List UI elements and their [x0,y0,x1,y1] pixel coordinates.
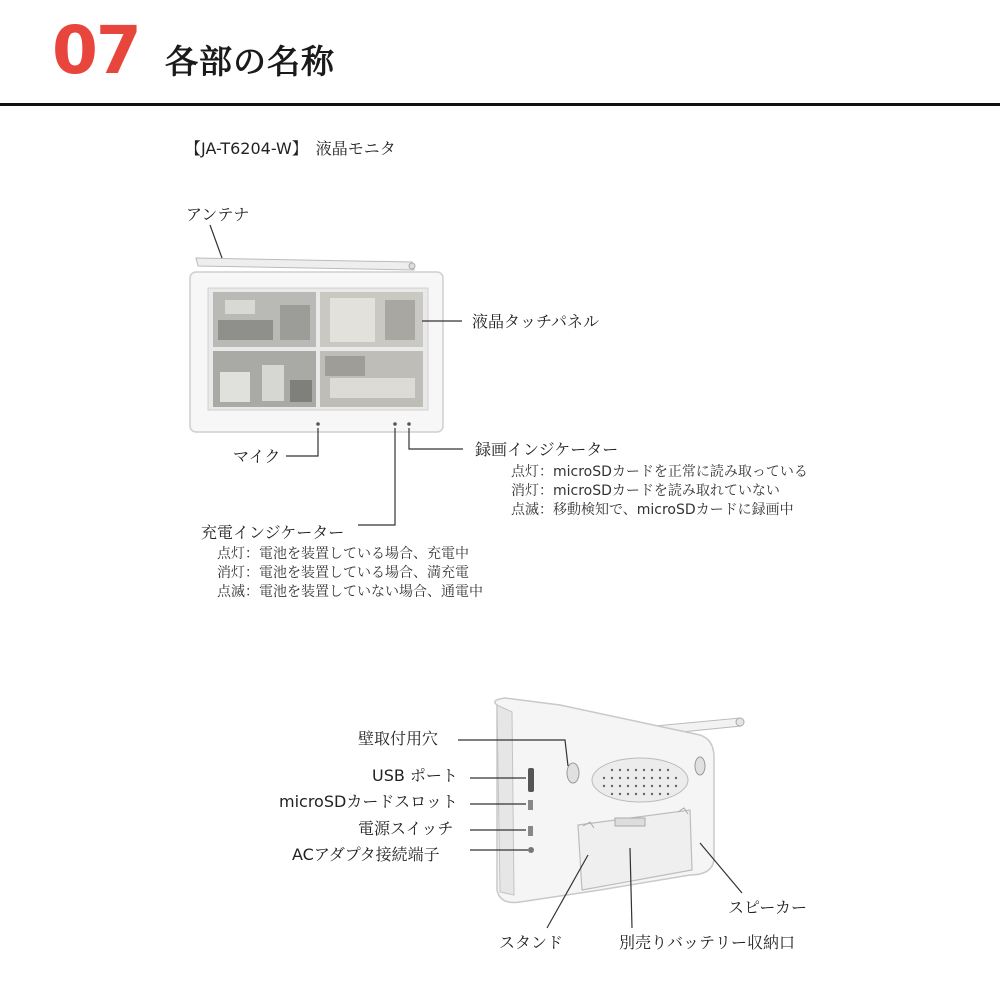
label-mic: マイク [233,447,281,466]
charge-indicator-notes [217,545,483,602]
rec-note-off: 消灯：microSDカードを読み取れていない [511,483,780,499]
label-usb-port: USB ポート [372,766,458,785]
rec-indicator-notes [511,463,808,520]
model-line: 【JA-T6204-W】 液晶モニタ [185,139,396,158]
wall-hole-right [695,757,705,775]
rec-note-blink: 点滅：移動検知で、microSDカードに録画中 [511,502,794,518]
charge-note-blink: 点滅：電池を装置していない場合、通電中 [217,584,483,600]
power-switch-illustration [528,826,533,836]
battery-bay-illustration [615,818,645,826]
label-power-switch: 電源スイッチ [358,819,454,838]
label-charge-indicator: 充電インジケーター [201,523,345,542]
ac-port-illustration [528,847,534,853]
label-wall-hole: 壁取付用穴 [358,729,439,748]
label-stand: スタンド [499,933,564,952]
section-title: 各部の名称 [165,42,335,81]
charge-note-on: 点灯：電池を装置している場合、充電中 [217,546,469,562]
section-number: 07 [52,12,140,89]
usb-port-illustration [528,768,534,792]
label-battery-bay: 別売りバッテリー収納口 [619,933,796,952]
label-touch-panel: 液晶タッチパネル [472,312,600,331]
label-ac-port: ACアダプタ接続端子 [292,845,440,864]
rec-note-on: 点灯：microSDカードを正常に読み取っている [511,464,808,480]
wall-hole-left [567,763,579,783]
sd-slot-illustration [528,800,533,810]
label-sd-slot: microSDカードスロット [279,792,458,811]
label-antenna: アンテナ [186,205,250,224]
label-speaker: スピーカー [728,898,808,917]
charge-note-off: 消灯：電池を装置している場合、満充電 [217,565,469,581]
speaker-grill [592,758,688,802]
label-rec-indicator: 録画インジケーター [475,440,619,459]
